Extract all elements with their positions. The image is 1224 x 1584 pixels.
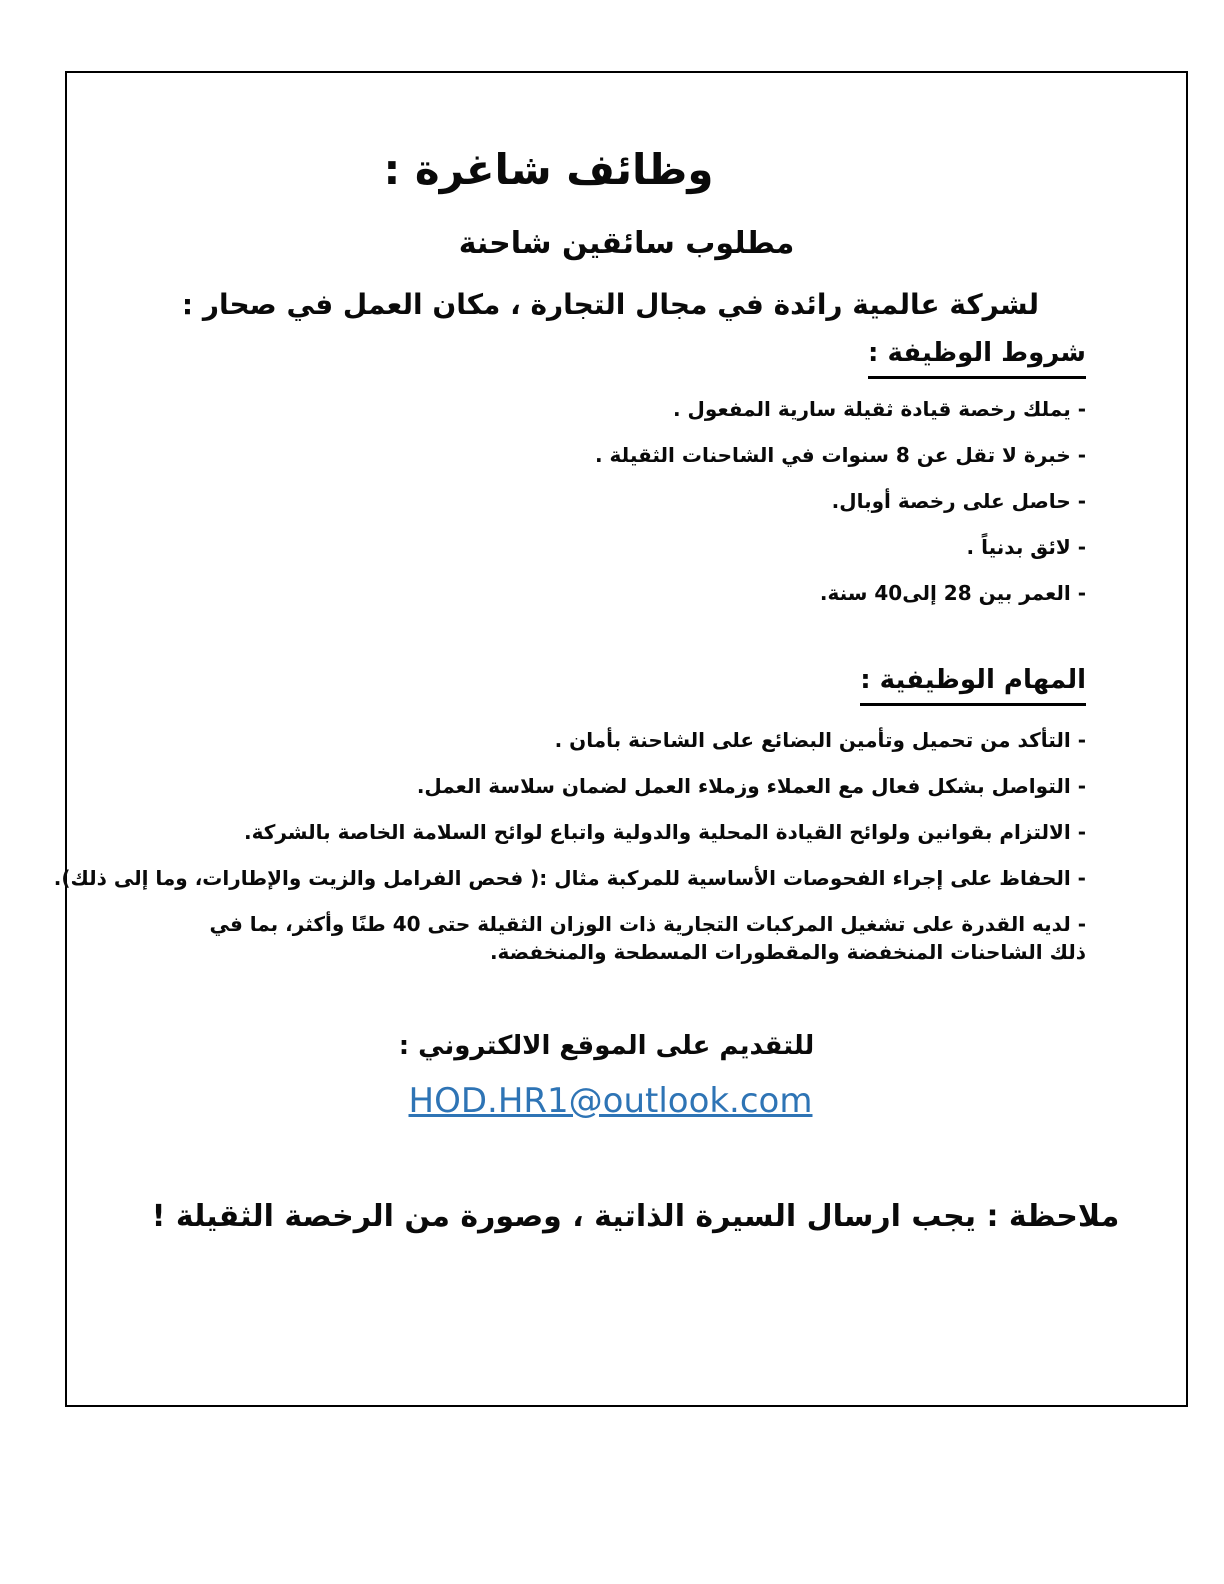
requirement-item: - لائق بدنياً . (966, 535, 1086, 560)
requirement-item: - حاصل على رخصة أوبال. (831, 489, 1086, 514)
duties-heading-text: المهام الوظيفية : (860, 664, 1086, 706)
duty-item: - الحفاظ على إجراء الفحوصات الأساسية للمركبة مثال :( فحص الفرامل والزيت والإطارات، وما إلى ذلك). (53, 865, 1086, 890)
email-link[interactable]: HOD.HR1@outlook.com (408, 1081, 813, 1122)
requirement-item: - خبرة لا تقل عن 8 سنوات في الشاحنات الثقيلة . (594, 443, 1086, 468)
duty-item: - لديه القدرة على تشغيل المركبات التجارية ذات الوزان الثقيلة حتى 40 طنًا وأكثر، بما في ذلك الشاحنات المنخفضة والمقطورات المسطحة والمنخفضة. (209, 911, 1086, 964)
email-line (51, 1080, 1170, 1123)
requirements-heading-text: شروط الوظيفة : (868, 337, 1086, 379)
duty-item: - التأكد من تحميل وتأمين البضائع على الشاحنة بأمان . (554, 727, 1086, 752)
document-border-frame (53, 71, 1188, 1407)
page-title: وظائف شاغرة : (383, 145, 714, 194)
body-text-block (53, 337, 1186, 966)
apply-label: للتقديم على الموقع الالكتروني : (398, 1030, 815, 1061)
duty-item: - الالتزام بقوانين ولوائح القيادة المحلية والدولية واتباع لوائح السلامة الخاصة بالشركة. (243, 819, 1086, 844)
requirement-item: - العمر بين 28 إلى40 سنة. (819, 581, 1086, 606)
duties-heading (192, 664, 1086, 706)
duty-item: - التواصل بشكل فعال مع العملاء وزملاء العمل لضمان سلاسة العمل. (416, 773, 1086, 798)
requirements-heading (192, 337, 1086, 379)
note-line: ملاحظة : يجب ارسال السيرة الذاتية ، وصورة من الرخصة الثقيلة ! (151, 1198, 1120, 1234)
subtitle: مطلوب سائقين شاحنة (458, 225, 795, 261)
company-line: لشركة عالمية رائدة في مجال التجارة ، مكان العمل في صحار : (181, 287, 1040, 321)
requirement-item: - يملك رخصة قيادة ثقيلة سارية المفعول . (673, 397, 1086, 422)
